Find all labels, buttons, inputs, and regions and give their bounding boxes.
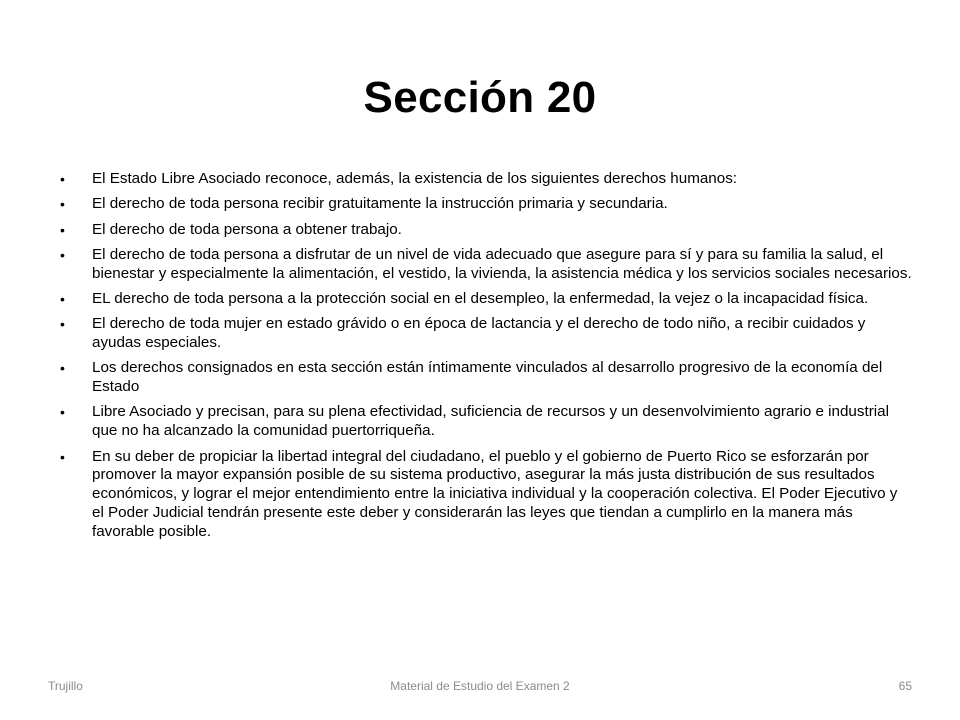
bullet-item-6	[48, 315, 912, 353]
bullet-item-5	[48, 290, 912, 309]
bullet-icon: •	[60, 290, 65, 307]
bullet-icon: •	[60, 171, 65, 187]
bullet-icon: •	[60, 316, 65, 333]
slide-content	[48, 170, 912, 590]
bullet-text: El Estado Libre Asociado reconoce, además, la existencia de los siguientes derechos humanos:	[92, 170, 738, 187]
bullet-item-8	[48, 403, 912, 441]
bullet-icon: •	[60, 196, 65, 213]
bullet-item-4	[48, 246, 912, 284]
bullet-icon: •	[60, 448, 65, 465]
bullet-icon: •	[60, 246, 65, 263]
bullet-text: Libre Asociado y precisan, para su plena efectividad, suficiencia de recursos y un desenvolvimiento agrario e industrial que no ha alcanzado la comunidad puertorriqueña.	[92, 403, 889, 440]
bullet-text: El derecho de toda mujer en estado grávido o en época de lactancia y el derecho de todo niño, a recibir cuidados y ayudas especiales.	[92, 315, 866, 352]
bullet-list	[48, 170, 912, 542]
bullet-text: En su deber de propiciar la libertad integral del ciudadano, el pueblo y el gobierno de Puerto Rico se esforzarán por promover la mayor expansión posible de su sistema productivo, asegurar la más justa distribución de sus resultados económicos, y lograr el mejor entendimiento entre la iniciativa individual y la cooperación colectiva. El Poder Ejecutivo y el Poder Judicial tendrán presente este deber y considerarán las leyes que tiendan a cumplirlo en la manera más favorable posible.	[92, 447, 898, 540]
bullet-item-1	[48, 170, 912, 189]
bullet-icon: •	[60, 404, 65, 421]
bullet-text: El derecho de toda persona recibir gratuitamente la instrucción primaria y secundaria.	[92, 195, 668, 213]
bullet-item-7	[48, 359, 912, 397]
bullet-icon: •	[60, 221, 65, 238]
bullet-item-2	[48, 195, 912, 214]
bullet-text: Los derechos consignados en esta sección están íntimamente vinculados al desarrollo progresivo de la economía del Estado	[92, 359, 883, 396]
slide-number: 65	[898, 679, 912, 693]
bullet-text: El derecho de toda persona a disfrutar de un nivel de vida adecuado que asegure para sí y para su familia la salud, el bienestar y especialmente la alimentación, el vestido, la vivienda, la asistencia médica y los servicios sociales necesarios.	[92, 245, 912, 282]
footer-title: Material de Estudio del Examen 2	[390, 679, 570, 693]
bullet-item-9	[48, 448, 912, 542]
bullet-item-3	[48, 221, 912, 240]
bullet-text: El derecho de toda persona a obtener trabajo.	[92, 220, 402, 238]
bullet-icon: •	[60, 360, 65, 377]
slide-title: Sección 20	[363, 73, 597, 122]
bullet-text: EL derecho de toda persona a la protección social en el desempleo, la enfermedad, la vejez o la incapacidad física.	[92, 289, 869, 307]
footer-author: Trujillo	[48, 679, 83, 693]
